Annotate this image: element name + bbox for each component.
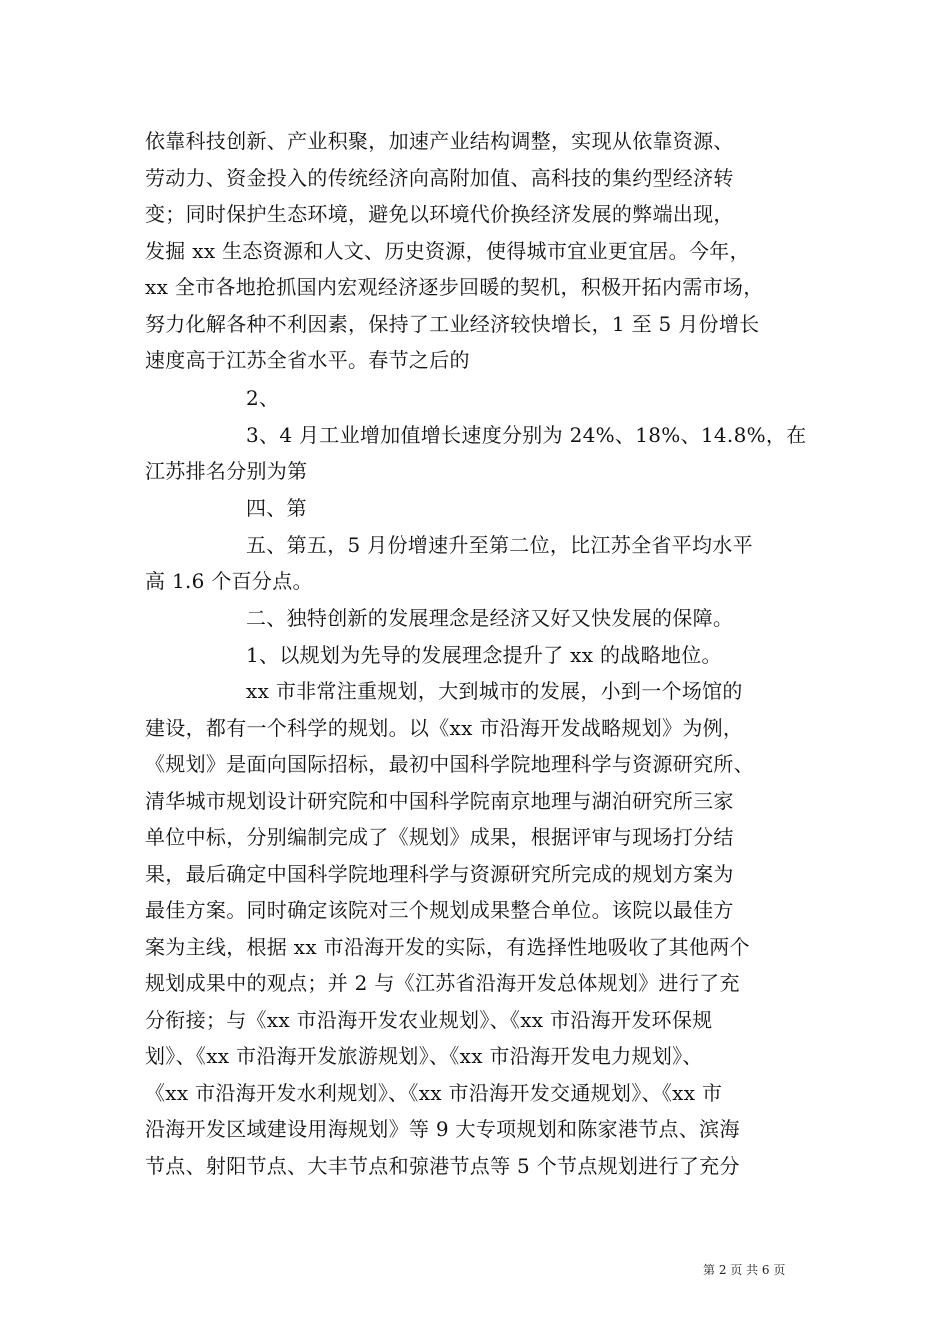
page-number: 第 2 页 共 6 页 xyxy=(703,1263,786,1277)
paragraph-line: 沿海开发区域建设用海规划》等 9 大专项规划和陈家港节点、滨海 xyxy=(145,1117,740,1141)
paragraph-line: 《规划》是面向国际招标，最初中国科学院地理科学与资源研究所、 xyxy=(145,752,754,776)
paragraph-line: 规划成果中的观点；并 2 与《江苏省沿海开发总体规划》进行了充 xyxy=(145,971,740,995)
list-item-line: 五、第五，5 月份增速升至第二位，比江苏全省平均水平 xyxy=(246,533,753,557)
paragraph-line: 发掘 xx 生态资源和人文、历史资源，使得城市宜业更宜居。今年， xyxy=(145,239,750,263)
paragraph-line: 依靠科技创新、产业积聚，加速产业结构调整，实现从依靠资源、 xyxy=(145,129,734,153)
paragraph-line: xx 市非常注重规划，大到城市的发展，小到一个场馆的 xyxy=(246,679,743,703)
list-item-line: 3、4 月工业增加值增长速度分别为 24%、18%、14.8%，在 xyxy=(246,423,807,447)
paragraph-line: 速度高于江苏全省水平。春节之后的 xyxy=(145,348,470,372)
list-item-line: 2、 xyxy=(246,386,280,410)
paragraph-line: 高 1.6 个百分点。 xyxy=(145,569,313,593)
paragraph-line: 江苏排名分别为第 xyxy=(145,459,308,483)
paragraph-line: 劳动力、资金投入的传统经济向高附加值、高科技的集约型经济转 xyxy=(145,166,734,190)
paragraph-line: 建设，都有一个科学的规划。以《xx 市沿海开发战略规划》为例， xyxy=(145,716,744,740)
paragraph-line: 果，最后确定中国科学院地理科学与资源研究所完成的规划方案为 xyxy=(145,862,734,886)
paragraph-line: 单位中标，分别编制完成了《规划》成果，根据评审与现场打分结 xyxy=(145,825,734,849)
section-heading: 二、独特创新的发展理念是经济又好又快发展的保障。 xyxy=(246,606,734,630)
paragraph-line: 划》、《xx 市沿海开发旅游规划》、《xx 市沿海开发电力规划》、 xyxy=(145,1044,703,1068)
paragraph-line: 案为主线，根据 xx 市沿海开发的实际，有选择性地吸收了其他两个 xyxy=(145,935,750,959)
paragraph-line: 分衔接；与《xx 市沿海开发农业规划》、《xx 市沿海开发环保规 xyxy=(145,1008,713,1032)
paragraph-line: 努力化解各种不利因素，保持了工业经济较快增长，1 至 5 月份增长 xyxy=(145,312,760,336)
paragraph-line: 节点、射阳节点、大丰节点和弶港节点等 5 个节点规划进行了充分 xyxy=(145,1154,740,1178)
paragraph-line: 最佳方案。同时确定该院对三个规划成果整合单位。该院以最佳方 xyxy=(145,898,734,922)
paragraph-line: 《xx 市沿海开发水利规划》、《xx 市沿海开发交通规划》、《xx 市 xyxy=(145,1081,723,1105)
list-item-line: 四、第 xyxy=(246,496,307,520)
subsection-heading: 1、以规划为先导的发展理念提升了 xx 的战略地位。 xyxy=(246,643,722,667)
paragraph-line: 清华城市规划设计研究院和中国科学院南京地理与湖泊研究所三家 xyxy=(145,789,734,813)
paragraph-line: 变；同时保护生态环境，避免以环境代价换经济发展的弊端出现， xyxy=(145,202,734,226)
paragraph-line: xx 全市各地抢抓国内宏观经济逐步回暖的契机，积极开拓内需市场， xyxy=(145,275,764,299)
